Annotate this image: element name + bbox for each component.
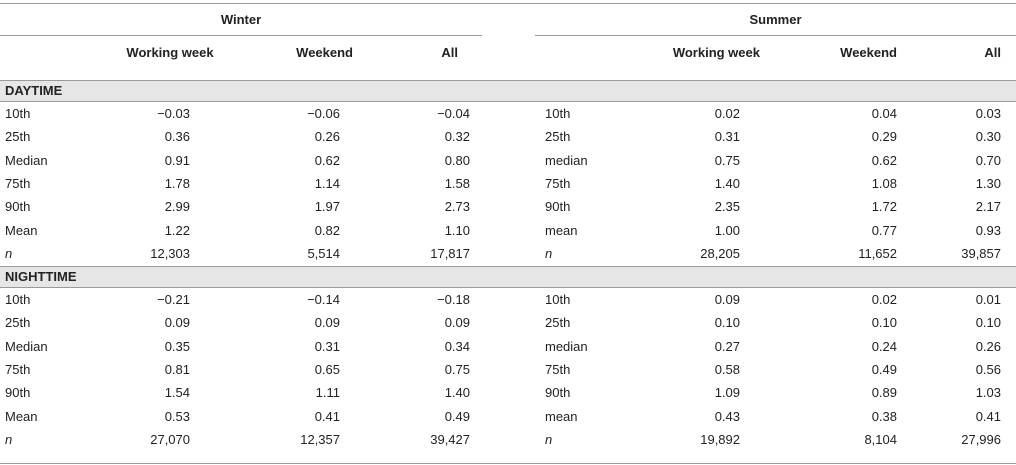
winter-working-week-value: 0.53 — [164, 408, 190, 424]
summer-weekend-value: 0.02 — [871, 292, 897, 307]
winter-working-week-value: 0.81 — [164, 361, 190, 377]
summer-weekend-value: 8,104 — [864, 431, 897, 447]
summer-row-label: 25th — [545, 129, 571, 145]
winter-weekend-value: 0.26 — [314, 129, 340, 145]
winter-working-week-value: 12,303 — [150, 245, 190, 261]
winter-row-label: 90th — [5, 385, 31, 401]
summer-weekend-value: 0.29 — [871, 129, 897, 145]
summer-row-label: mean — [545, 222, 578, 238]
winter-weekend-value: 0.82 — [314, 222, 340, 238]
summer-weekend-value: 11,652 — [858, 245, 897, 261]
section-title: NIGHTTIME — [5, 269, 77, 284]
summer-working-week-value: 19,892 — [700, 431, 740, 447]
summer-weekend-value: 1.72 — [871, 199, 897, 215]
summer-all-value: 0.10 — [975, 315, 1001, 331]
winter-weekend-value: 0.65 — [314, 361, 340, 377]
summer-all-value: 27,996 — [961, 431, 1001, 447]
season-header-winter: Winter — [220, 12, 262, 27]
summer-working-week-value: 0.10 — [714, 315, 740, 331]
winter-weekend-value: 1.14 — [314, 175, 340, 191]
winter-working-week-value: −0.03 — [157, 106, 190, 121]
summer-all-value: 0.56 — [975, 361, 1001, 377]
winter-weekend-value: 1.11 — [315, 385, 340, 401]
summer-all-value: 0.93 — [975, 222, 1001, 238]
summer-row-label: mean — [545, 408, 578, 424]
summer-row-label: 90th — [545, 385, 571, 401]
winter-weekend-value: −0.06 — [307, 106, 340, 121]
summer-row-label: median — [545, 338, 588, 354]
winter-working-week-value: 0.36 — [164, 129, 190, 145]
winter-row-label: Mean — [5, 222, 38, 238]
winter-working-week-value: 0.35 — [164, 338, 190, 354]
winter-all-value: 0.09 — [444, 315, 470, 331]
table-row — [0, 288, 1016, 311]
winter-row-label: 25th — [5, 129, 31, 145]
summer-all-value: 39,857 — [961, 245, 1001, 261]
summer-working-week-value: 0.58 — [714, 361, 740, 377]
section-title: DAYTIME — [5, 83, 63, 98]
winter-all-value: 0.80 — [444, 152, 470, 168]
winter-row-label: Median — [5, 338, 48, 354]
summer-row-label: median — [545, 152, 588, 168]
winter-all-value: 0.32 — [444, 129, 470, 145]
table-row — [0, 102, 1016, 125]
summer-all-value: 1.03 — [975, 385, 1001, 401]
summer-weekend-value: 0.38 — [871, 408, 897, 424]
winter-row-label: Mean — [5, 408, 38, 424]
summer-working-week-value: 0.75 — [714, 152, 740, 168]
summer-working-week-value: 1.40 — [714, 175, 740, 191]
summer-all-value: 0.03 — [975, 106, 1001, 121]
winter-weekend-value: 0.62 — [314, 152, 340, 168]
col-header-winter-all: All — [441, 45, 458, 60]
summer-row-label: 90th — [545, 199, 571, 215]
summer-working-week-value: 0.43 — [714, 408, 740, 424]
summer-all-value: 0.30 — [975, 129, 1001, 145]
table-row — [0, 242, 1016, 265]
summer-weekend-value: 0.89 — [871, 385, 897, 401]
col-header-winter-working-week: Working week — [126, 45, 214, 60]
winter-all-value: 1.40 — [444, 385, 470, 401]
winter-working-week-value: 2.99 — [164, 199, 190, 215]
col-header-summer-all: All — [984, 45, 1001, 60]
winter-all-value: 1.10 — [444, 222, 470, 238]
table-row — [0, 172, 1016, 195]
col-header-summer-weekend: Weekend — [840, 45, 897, 60]
winter-all-value: −0.04 — [437, 106, 470, 121]
summer-all-value: 0.01 — [975, 292, 1001, 307]
winter-all-value: 17,817 — [430, 245, 470, 261]
summer-working-week-value: 1.00 — [714, 222, 740, 238]
summer-all-value: 2.17 — [975, 199, 1001, 215]
winter-row-label: 75th — [5, 175, 31, 191]
table-row — [0, 405, 1016, 428]
winter-working-week-value: 1.22 — [164, 222, 190, 238]
winter-weekend-value: 0.41 — [314, 408, 340, 424]
table-bottom-rule — [0, 463, 1016, 464]
table-row — [0, 195, 1016, 218]
summer-weekend-value: 0.49 — [871, 361, 897, 377]
section-header — [0, 80, 1016, 102]
summer-working-week-value: 0.27 — [714, 338, 740, 354]
winter-row-label: 75th — [5, 361, 31, 377]
summer-working-week-value: 28,205 — [700, 245, 740, 261]
winter-working-week-value: −0.21 — [157, 292, 190, 307]
summer-weekend-value: 0.24 — [871, 338, 897, 354]
summer-weekend-value: 0.62 — [871, 152, 897, 168]
summer-span-rule — [535, 35, 1016, 36]
winter-weekend-value: 5,514 — [307, 245, 340, 261]
table-row — [0, 149, 1016, 172]
winter-weekend-value: 1.97 — [314, 199, 340, 215]
summer-all-value: 0.70 — [975, 152, 1001, 168]
summer-weekend-value: 0.77 — [871, 222, 897, 238]
winter-working-week-value: 0.09 — [164, 315, 190, 331]
winter-row-label: n — [5, 431, 13, 447]
summer-working-week-value: 1.09 — [714, 385, 740, 401]
winter-all-value: 0.34 — [444, 338, 470, 354]
table-row — [0, 358, 1016, 381]
summer-all-value: 0.41 — [975, 408, 1001, 424]
summer-row-label: 10th — [545, 292, 571, 307]
winter-all-value: 2.73 — [444, 199, 470, 215]
table-top-rule — [0, 3, 1016, 4]
winter-span-rule — [0, 35, 482, 36]
winter-all-value: 0.49 — [444, 408, 470, 424]
winter-row-label: 25th — [5, 315, 31, 331]
winter-weekend-value: −0.14 — [307, 292, 340, 307]
winter-working-week-value: 1.54 — [164, 385, 190, 401]
winter-working-week-value: 1.78 — [164, 175, 190, 191]
summer-row-label: 75th — [545, 175, 571, 191]
col-header-winter-weekend: Weekend — [296, 45, 353, 60]
summer-weekend-value: 0.04 — [871, 106, 897, 121]
winter-all-value: 0.75 — [444, 361, 470, 377]
winter-all-value: 39,427 — [430, 431, 470, 447]
winter-weekend-value: 0.31 — [314, 338, 340, 354]
table-row — [0, 381, 1016, 404]
summer-working-week-value: 0.09 — [714, 292, 740, 307]
summer-row-label: 25th — [545, 315, 571, 331]
summer-working-week-value: 0.31 — [714, 129, 740, 145]
summer-row-label: n — [545, 245, 553, 261]
summer-all-value: 0.26 — [975, 338, 1001, 354]
winter-weekend-value: 0.09 — [314, 315, 340, 331]
summer-working-week-value: 0.02 — [714, 106, 740, 121]
winter-row-label: Median — [5, 152, 48, 168]
winter-all-value: 1.58 — [444, 175, 470, 191]
winter-row-label: n — [5, 245, 13, 261]
summer-weekend-value: 1.08 — [871, 175, 897, 191]
table-row — [0, 219, 1016, 242]
summer-working-week-value: 2.35 — [714, 199, 740, 215]
section-header — [0, 266, 1016, 288]
season-header-summer: Summer — [749, 12, 802, 27]
winter-working-week-value: 27,070 — [150, 431, 190, 447]
col-header-summer-working-week: Working week — [672, 45, 760, 60]
summer-row-label: 10th — [545, 106, 571, 121]
table-row — [0, 335, 1016, 358]
summer-weekend-value: 0.10 — [871, 315, 897, 331]
winter-row-label: 10th — [5, 292, 31, 307]
summer-row-label: n — [545, 431, 553, 447]
winter-working-week-value: 0.91 — [164, 152, 190, 168]
table-row — [0, 311, 1016, 334]
winter-all-value: −0.18 — [437, 292, 470, 307]
summer-row-label: 75th — [545, 361, 571, 377]
winter-row-label: 10th — [5, 106, 31, 121]
table-row — [0, 125, 1016, 148]
summer-all-value: 1.30 — [975, 175, 1001, 191]
winter-weekend-value: 12,357 — [300, 431, 340, 447]
table-row — [0, 428, 1016, 451]
winter-row-label: 90th — [5, 199, 31, 215]
